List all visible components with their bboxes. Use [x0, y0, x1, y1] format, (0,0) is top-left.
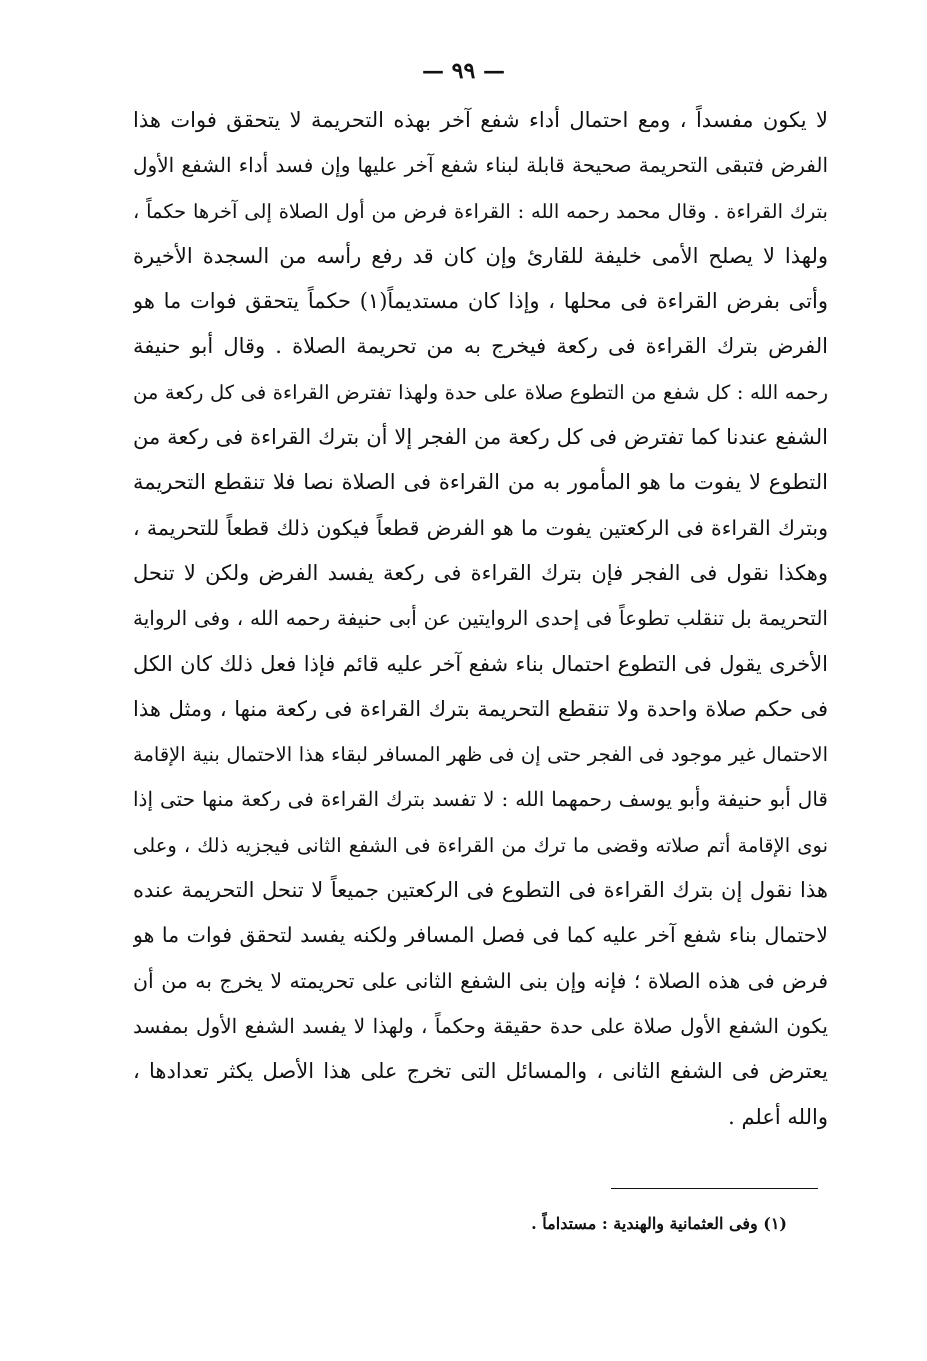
- text-line: لا يكون مفسداً ، ومع احتمال أداء شفع آخر بهذه التحريمة لا يتحقق فوات هذا: [133, 108, 828, 132]
- text-line: فى حكم صلاة واحدة ولا تنقطع التحريمة بترك القراءة فى ركعة منها ، ومثل هذا: [133, 696, 828, 721]
- text-line: يعترض فى الشفع الثانى ، والمسائل التى تخرج على هذا الأصل يكثر تعدادها ،: [133, 1059, 828, 1084]
- body-text: [133, 98, 828, 1140]
- text-line: وهكذا نقول فى الفجر فإن بترك القراءة فى ركعة يفسد الفرض ولكن لا تنحل: [133, 560, 828, 585]
- text-line: رحمه الله : كل شفع من التطوع صلاة على حدة ولهذا تفترض القراءة فى كل ركعة من: [133, 380, 828, 404]
- text-line: ولهذا لا يصلح الأمى خليفة للقارئ وإن كان قد رفع رأسه من السجدة الأخيرة: [133, 243, 828, 268]
- text-line: الفرض بترك القراءة فى ركعة فيخرج به من تحريمة الصلاة . وقال أبو حنيفة: [133, 334, 828, 359]
- text-line-last: والله أعلم .: [728, 1104, 828, 1129]
- text-line: التطوع لا يفوت ما هو المأمور به من القراءة فى الصلاة نصا فلا تنقطع التحريمة: [133, 470, 828, 495]
- text-line: التحريمة بل تنقلب تطوعاً فى إحدى الروايتين عن أبى حنيفة رحمه الله ، وفى الرواية: [133, 606, 828, 631]
- footnote: (١) وفى العثمانية والهندية : مستداماً .: [531, 1214, 787, 1233]
- text-line: وبترك القراءة فى الركعتين يفوت ما هو الفرض قطعاً فيكون ذلك قطعاً للتحريمة ،: [133, 515, 828, 540]
- text-line: وأتى بفرض القراءة فى محلها ، وإذا كان مستديماً(١) حكماً يتحقق فوات ما هو: [133, 289, 828, 314]
- footnote-separator: [611, 1188, 818, 1189]
- text-line: الاحتمال غير موجود فى الفجر حتى إن فى ظهر المسافر لبقاء هذا الاحتمال بنية الإقامة: [133, 743, 828, 767]
- text-line: هذا نقول إن بترك القراءة فى التطوع فى الركعتين جميعاً لا تنحل التحريمة عنده: [133, 878, 828, 903]
- text-line: قال أبو حنيفة وأبو يوسف رحمهما الله : لا تفسد بترك القراءة فى ركعة منها حتى إذا: [133, 787, 828, 812]
- text-line: بترك القراءة . وقال محمد رحمه الله : القراءة فرض من أول الصلاة إلى آخرها حكماً ،: [133, 199, 828, 223]
- text-line: نوى الإقامة أتم صلاته وقضى ما ترك من القراءة فى الشفع الثانى فيجزيه ذلك ، وعلى: [133, 833, 828, 857]
- text-line: يكون الشفع الأول صلاة على حدة حقيقة وحكماً ، ولهذا لا يفسد الشفع الأول بمفسد: [133, 1013, 828, 1038]
- text-line: الشفع عندنا كما تفترض فى كل ركعة من الفجر إلا أن بترك القراءة فى ركعة من: [133, 425, 828, 450]
- text-line: فرض فى هذه الصلاة ؛ فإنه وإن بنى الشفع الثانى على تحريمته لا يخرج به من أن: [133, 968, 828, 993]
- text-line: الفرض فتبقى التحريمة صحيحة قابلة لبناء شفع آخر عليها وإن فسد أداء الشفع الأول: [133, 153, 828, 178]
- text-line: الأخرى يقول فى التطوع احتمال بناء شفع آخر عليه قائم فإذا فعل ذلك كان الكل: [133, 651, 828, 676]
- text-line: لاحتمال بناء شفع آخر عليه كما فى فصل المسافر ولكنه يفسد لتحقق فوات ما هو: [133, 923, 828, 948]
- page-number: — ٩٩ —: [422, 58, 505, 84]
